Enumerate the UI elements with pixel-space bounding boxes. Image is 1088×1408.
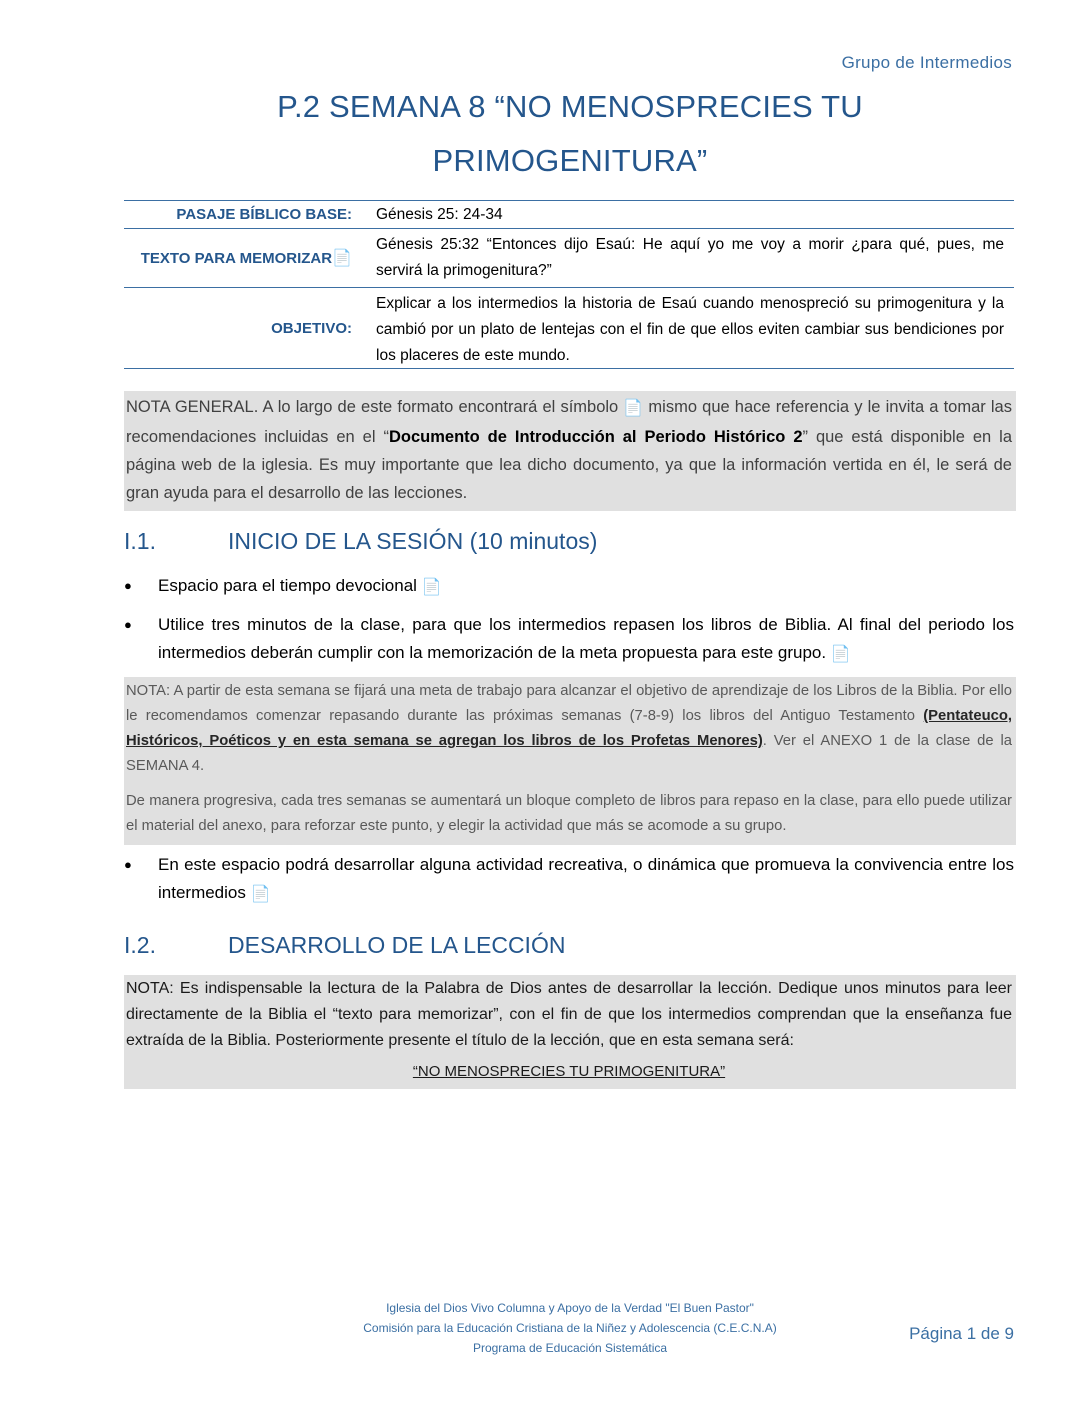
footer-line-1: Iglesia del Dios Vivo Columna y Apoyo de la Verdad "El Buen Pastor" [386,1301,754,1315]
list-item [124,851,1014,909]
page-number: Página 1 de 9 [909,1324,1014,1343]
bullet-icon: ● [124,857,132,872]
nota-general [124,391,1016,511]
footer-line-2: Comisión para la Educación Cristiana de la Niñez y Adolescencia (C.E.C.N.A) [363,1321,777,1335]
texto-label: TEXTO PARA MEMORIZAR [140,249,333,267]
title-line-1: P.2 SEMANA 8 “NO MENOSPRECIES TU [277,89,863,124]
texto-value: Génesis 25:32 “Entonces dijo Esaú: He aquí yo me voy a morir ¿para qué, pues, me servirá la primogenitura?” [376,236,1004,279]
nota-desarrollo [124,975,1016,1089]
section-heading-1 [124,528,597,555]
bullet-icon: ● [124,578,132,593]
document-icon: 📄 [332,250,352,267]
objetivo-label: OBJETIVO: [271,319,352,337]
bullet-icon: ● [124,617,132,632]
document-icon: 📄 [421,579,442,596]
meta-row-texto [124,229,1014,288]
list-item-text: Utilice tres minutos de la clase, para que los intermedios repasen los libros de Biblia. Al final del periodo los intermedios deberán cumplir con la memorización de la meta propuesta para este grupo. [158,615,1014,662]
section-title: INICIO DE LA SESIÓN (10 minutos) [228,528,598,554]
page-footer [124,1298,1016,1358]
objetivo-value: Explicar a los intermedios la historia de Esaú cuando menospreció su primogenitura y la cambió por un plato de lentejas con el fin de que ellos eviten cambiar sus bendiciones por los placeres de este mundo. [376,295,1004,364]
title-line-2: PRIMOGENITURA” [432,143,708,178]
nota-libros-text: NOTA: A partir de esta semana se fijará una meta de trabajo para alcanzar el objetivo de aprendizaje de los Libros de la Biblia. Por ello le recomendamos comenzar repasando durante las próximas semanas (7-8-9) los libros del Antiguo Testamento [126,683,1012,724]
section-number: I.2. [124,932,156,958]
lesson-title: “NO MENOSPRECIES TU PRIMOGENITURA” [412,1063,726,1080]
texto-label-cell [124,229,364,287]
pasaje-label: PASAJE BÍBLICO BASE: [176,206,352,223]
list-item-text: En este espacio podrá desarrollar alguna actividad recreativa, o dinámica que promueva la convivencia entre los intermedios [158,855,1014,902]
section-heading-2 [124,932,565,959]
list-item-text: Espacio para el tiempo devocional [158,576,417,595]
lesson-meta-table [124,200,1014,369]
nota-libros-paragraph-1 [126,679,1012,779]
nota-general-doc-title: Documento de Introducción al Periodo Histórico 2 [388,428,803,446]
page-title [124,80,1016,188]
section-title: DESARROLLO DE LA LECCIÓN [228,932,566,958]
section-number: I.1. [124,528,156,554]
list-item [124,611,1014,669]
nota-libros-paragraph-2: De manera progresiva, cada tres semanas se aumentará un bloque completo de libros para repaso en la clase, para ello puede utilizar el material del anexo, para reforzar este punto, y elegir la actividad que más se acomode a su grupo. [126,793,1012,834]
group-header: Grupo de Intermedios [841,53,1012,72]
document-icon: 📄 [623,400,644,417]
document-icon: 📄 [830,646,851,663]
nota-libros [124,677,1016,845]
list-item [124,572,1014,602]
document-icon: 📄 [250,886,271,903]
nota-general-text-2: mismo que hace referencia y le invita a tomar las recomendaciones incluidas en el “ [126,398,1012,446]
footer-line-3: Programa de Educación Sistemática [472,1341,668,1355]
meta-row-objetivo [124,288,1014,369]
nota-libros-highlight: (Pentateuco, Históricos, Poéticos y en esta semana se agregan los libros de los Profetas Menores) [126,708,1012,749]
nota-general-text-1: NOTA GENERAL. A lo largo de este formato encontrará el símbolo [126,398,619,416]
meta-row-pasaje [124,201,1014,229]
pasaje-value: Génesis 25: 24-34 [376,206,503,223]
nota-libros-text: . Ver el ANEXO 1 de la clase de la SEMANA 4. [126,733,1013,774]
nota-desarrollo-text: NOTA: Es indispensable la lectura de la Palabra de Dios antes de desarrollar la lección. Dedique unos minutos para leer directamente de la Biblia el “texto para memorizar”, con el fin de que los intermedios comprendan que la enseñanza fue extraída de la Biblia. Posteriormente presente el título de la lección, que en esta semana será: [126,980,1012,1049]
nota-general-text-3: ” que está disponible en la página web de la iglesia. Es muy importante que lea dicho documento, ya que la información vertida en él, le será de gran ayuda para el desarrollo de las lecciones. [126,428,1012,502]
